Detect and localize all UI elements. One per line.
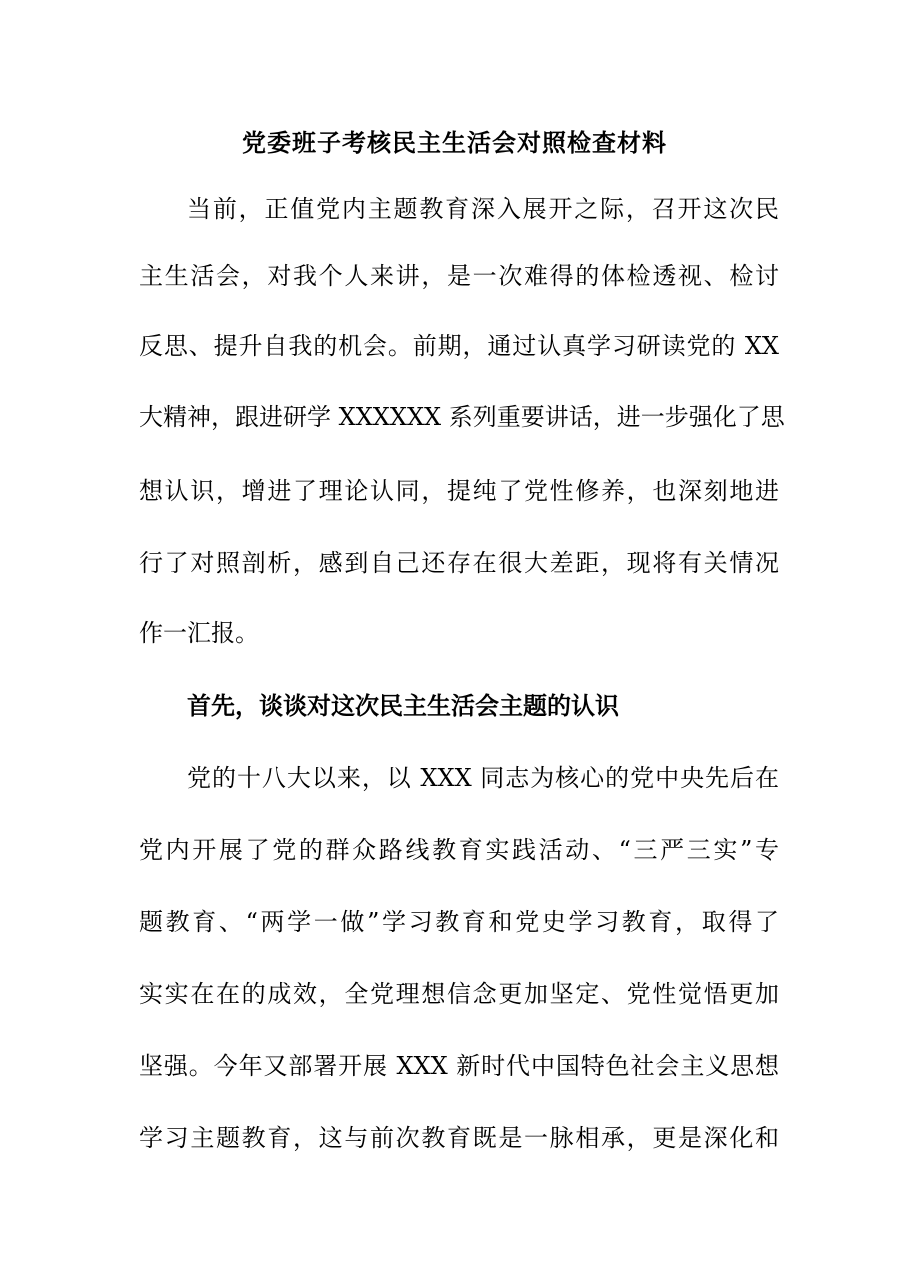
paragraph-2-line: 实实在在的成效，全党理想信念更加坚定、党性觉悟更加 — [139, 980, 779, 1008]
paragraph-2-line: 党内开展了党的群众路线教育实践活动、“三严三实”专 — [139, 836, 779, 864]
document-title: 党委班子考核民主生活会对照检查材料 — [242, 128, 667, 157]
paragraph-1-line: 行了对照剖析，感到自己还存在很大差距，现将有关情况 — [139, 549, 779, 577]
paragraph-1-line: 当前，正值党内主题教育深入展开之际，召开这次民 — [187, 195, 779, 223]
paragraph-1-line: 想认识，增进了理论认同，提纯了党性修养，也深刻地进 — [139, 477, 779, 505]
paragraph-2-line: 坚强。今年又部署开展 XXX 新时代中国特色社会主义思想 — [139, 1052, 779, 1080]
paragraph-1-line: 作一汇报。 — [139, 619, 259, 647]
paragraph-2-line: 学习主题教育，这与前次教育既是一脉相承，更是深化和 — [139, 1124, 779, 1152]
paragraph-1-line: 反思、提升自我的机会。前期，通过认真学习研读党的 XX — [139, 332, 779, 360]
paragraph-1-line: 主生活会，对我个人来讲，是一次难得的体检透视、检讨 — [139, 262, 779, 290]
paragraph-2-line: 题教育、“两学一做”学习教育和党史学习教育，取得了 — [139, 908, 779, 936]
paragraph-2-line: 党的十八大以来，以 XXX 同志为核心的党中央先后在 — [187, 764, 779, 792]
paragraph-1-line: 大精神，跟进研学 XXXXXX 系列重要讲话，进一步强化了思 — [139, 403, 785, 431]
section-heading: 首先，谈谈对这次民主生活会主题的认识 — [187, 691, 619, 720]
